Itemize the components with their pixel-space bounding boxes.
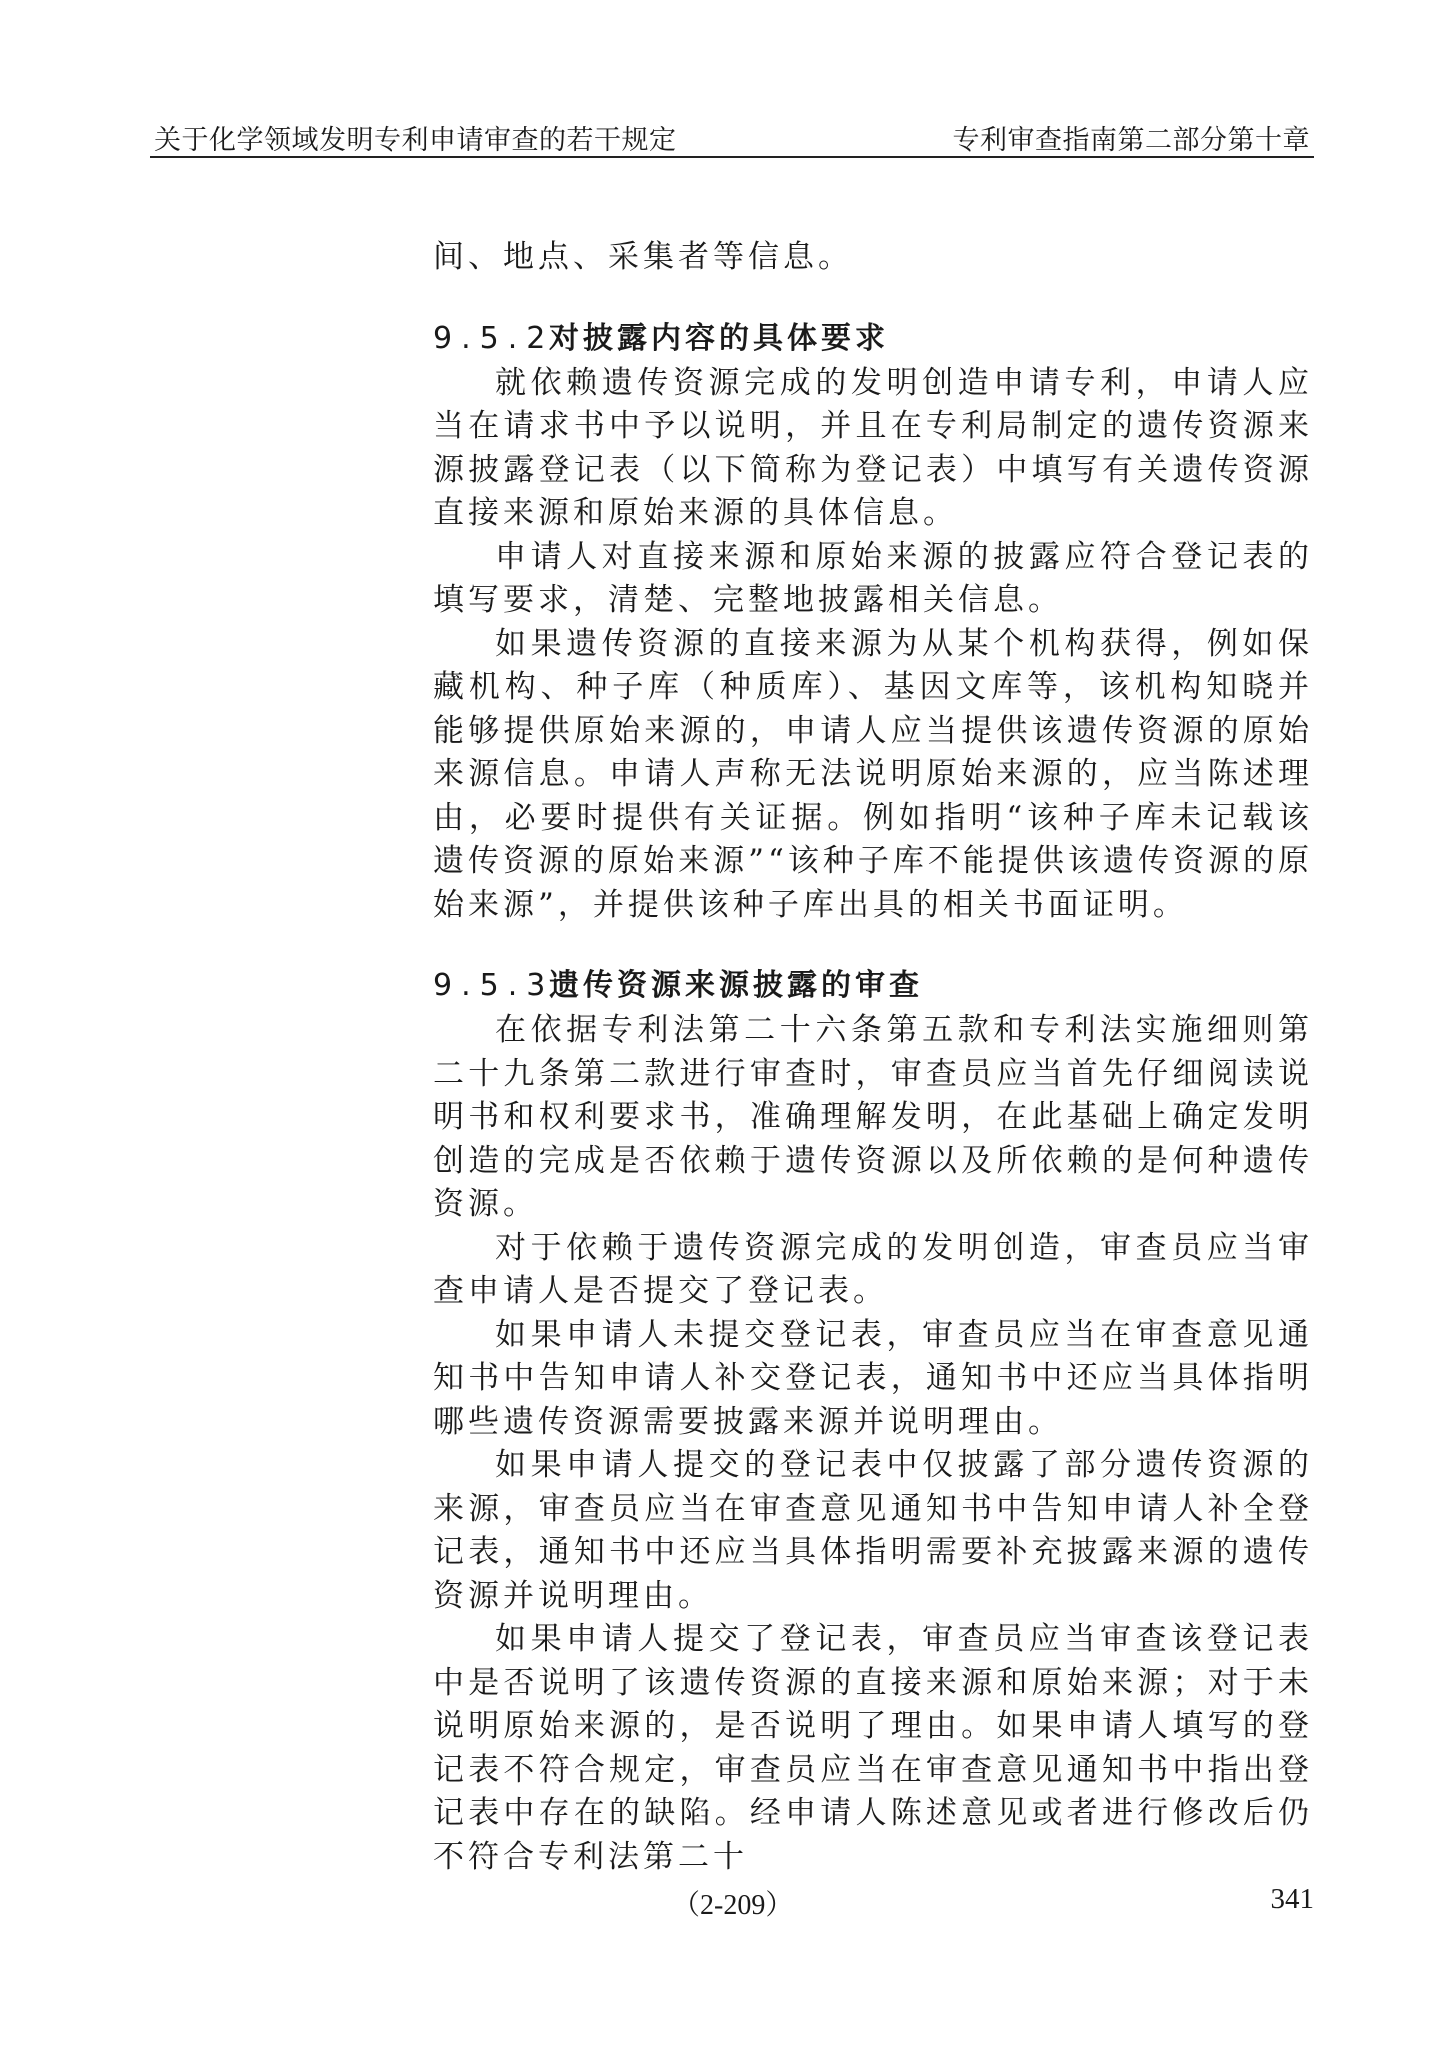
paragraph: 在依据专利法第二十六条第五款和专利法实施细则第二十九条第二款进行审查时，审查员应当首先仔细阅读说明书和权利要求书，准确理解发明，在此基础上确定发明创造的完成是否依赖于遗传资源以及所依赖的是何种遗传资源。 bbox=[433, 1012, 1313, 1222]
header-chapter-title: 专利审查指南第二部分第十章 bbox=[952, 125, 1310, 156]
paragraph: 如果申请人提交的登记表中仅披露了部分遗传资源的来源，审查员应当在审查意见通知书中告知申请人补全登记表，通知书中还应当具体指明需要补充披露来源的遗传资源并说明理由。 bbox=[433, 1447, 1313, 1614]
paragraph: 就依赖遗传资源完成的发明创造申请专利，申请人应当在请求书中予以说明，并且在专利局制定的遗传资源来源披露登记表（以下简称为登记表）中填写有关遗传资源直接来源和原始来源的具体信息。 bbox=[433, 364, 1313, 531]
header-document-title: 关于化学领域发明专利申请审查的若干规定 bbox=[154, 125, 677, 156]
paragraph: 对于依赖于遗传资源完成的发明创造，审查员应当审查申请人是否提交了登记表。 bbox=[433, 1229, 1313, 1309]
paragraph: 如果申请人未提交登记表，审查员应当在审查意见通知书中告知申请人补交登记表，通知书中还应当具体指明哪些遗传资源需要披露来源并说明理由。 bbox=[433, 1316, 1313, 1440]
main-text bbox=[433, 236, 1313, 1879]
section-page-number: （2-209） bbox=[672, 1890, 794, 1921]
running-header bbox=[150, 112, 1314, 158]
section-title: 对披露内容的具体要求 bbox=[549, 320, 889, 356]
section-number: 9.5.2 bbox=[433, 320, 555, 356]
section-number: 9.5.3 bbox=[433, 968, 555, 1003]
section-title: 遗传资源来源披露的审查 bbox=[549, 968, 923, 1003]
opening-paragraph: 间、地点、采集者等信息。 bbox=[433, 239, 853, 275]
paragraph: 如果遗传资源的直接来源为从某个机构获得，例如保藏机构、种子库（种质库）、基因文库等，该机构知晓并能够提供原始来源的，申请人应当提供该遗传资源的原始来源信息。申请人声称无法说明原始来源的，应当陈述理由，必要时提供有关证据。例如指明“该种子库未记载该遗传资源的原始来源”“该种子库不能提供该遗传资源的原始来源”，并提供该种子库出具的相关书面证明。 bbox=[433, 625, 1313, 923]
section-heading-9-5-2 bbox=[433, 318, 1313, 360]
paragraph: 申请人对直接来源和原始来源的披露应符合登记表的填写要求，清楚、完整地披露相关信息。 bbox=[433, 538, 1313, 618]
page-number: 341 bbox=[1270, 1883, 1314, 1915]
paragraph: 如果申请人提交了登记表，审查员应当审查该登记表中是否说明了该遗传资源的直接来源和原始来源；对于未说明原始来源的，是否说明了理由。如果申请人填写的登记表不符合规定，审查员应当在审查意见通知书中指出登记表中存在的缺陷。经申请人陈述意见或者进行修改后仍不符合专利法第二十 bbox=[433, 1621, 1313, 1875]
section-heading-9-5-3 bbox=[433, 965, 1313, 1007]
